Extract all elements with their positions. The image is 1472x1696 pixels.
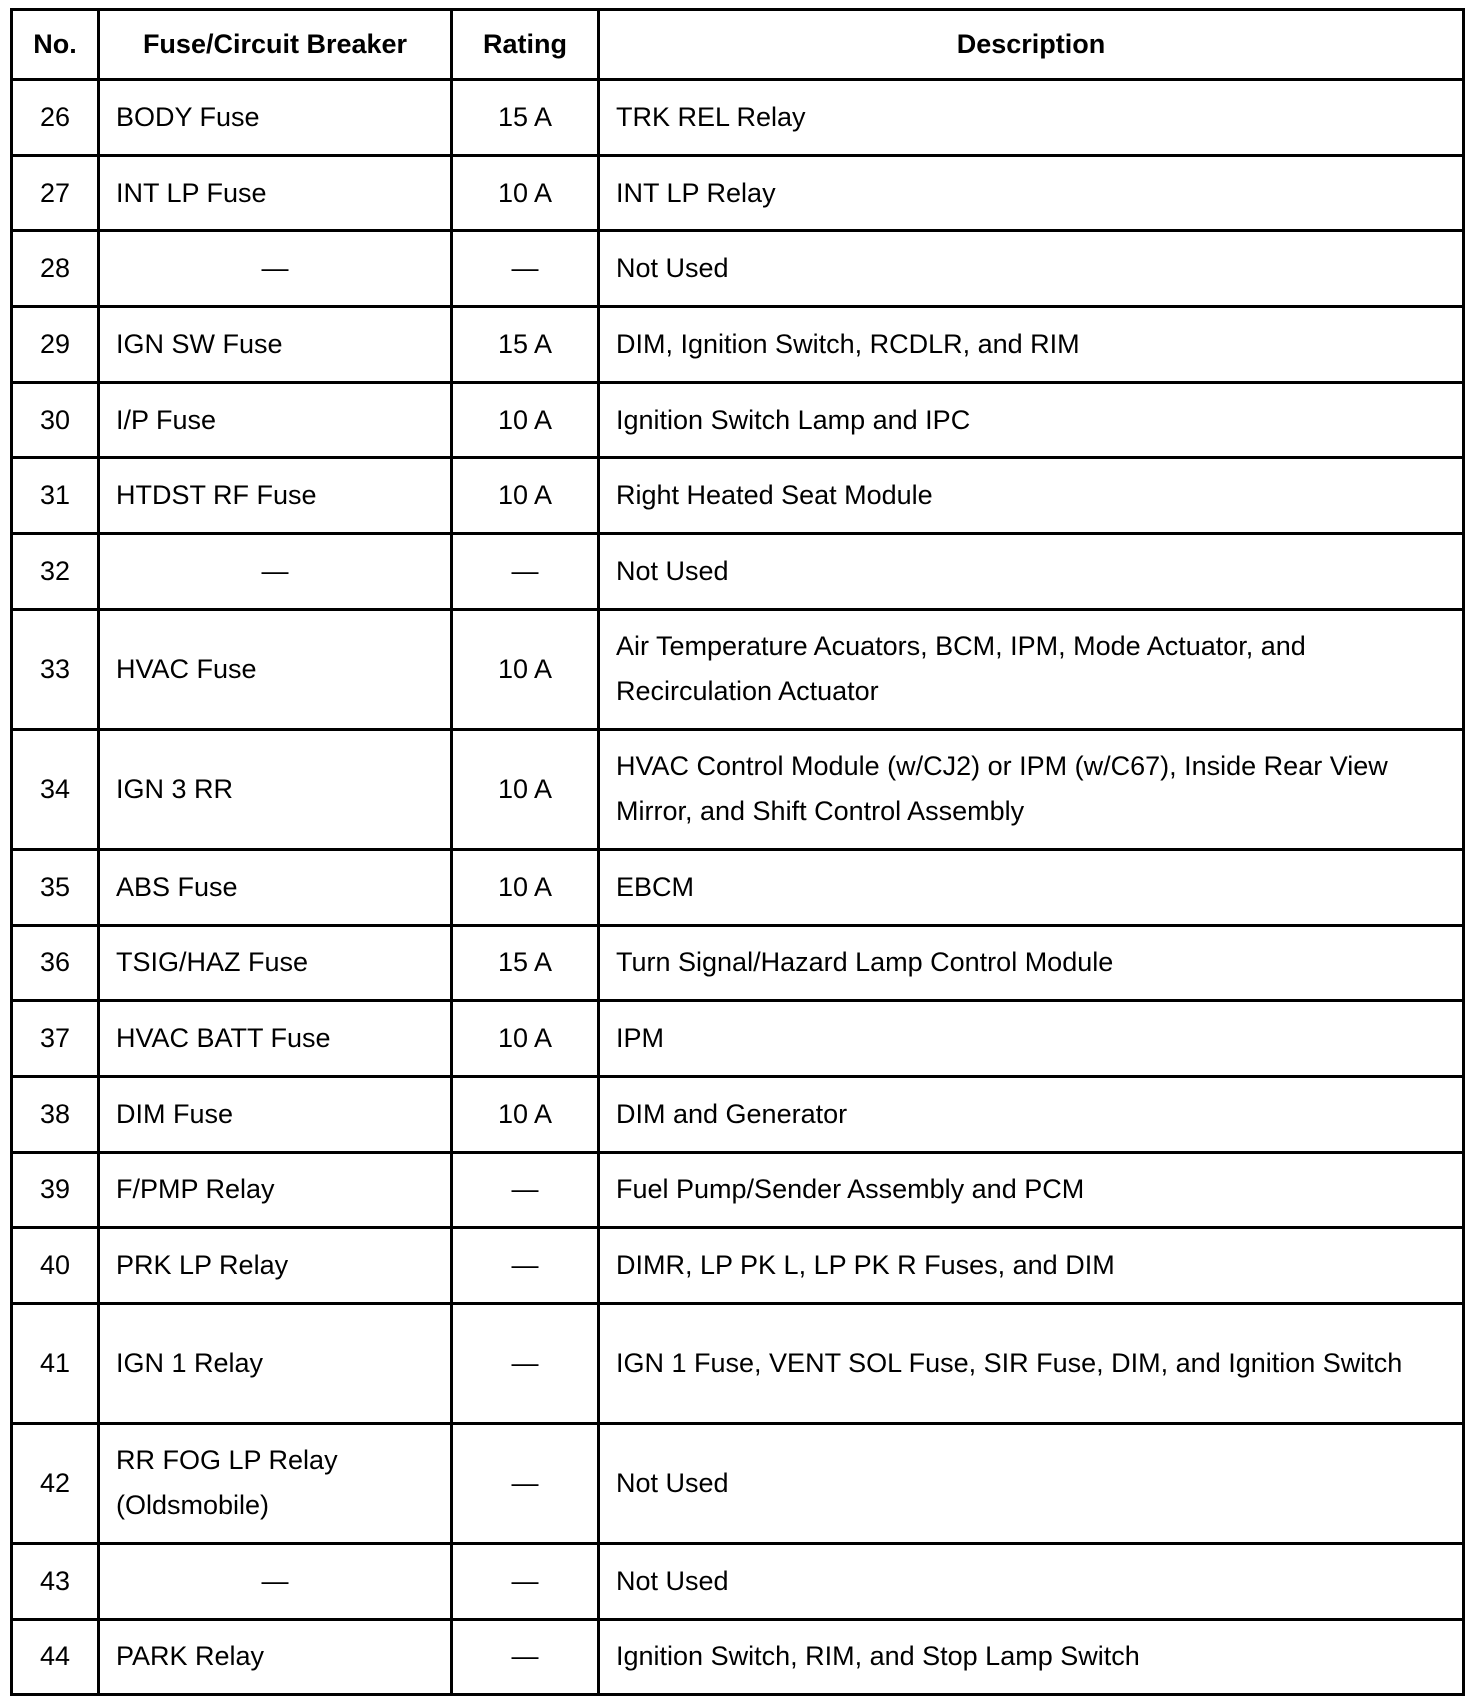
table-row: [12, 1543, 1464, 1619]
table-row: [12, 849, 1464, 925]
cell-rating: 10 A: [452, 849, 599, 925]
cell-no: 31: [12, 458, 99, 534]
cell-description: DIM, Ignition Switch, RCDLR, and RIM: [599, 307, 1464, 383]
cell-rating: 10 A: [452, 1001, 599, 1077]
cell-no: 43: [12, 1543, 99, 1619]
cell-fuse: —: [99, 1543, 452, 1619]
cell-rating: 10 A: [452, 382, 599, 458]
cell-description: HVAC Control Module (w/CJ2) or IPM (w/C67), Inside Rear View Mirror, and Shift Control Assembly: [599, 729, 1464, 849]
cell-description: Fuel Pump/Sender Assembly and PCM: [599, 1152, 1464, 1228]
cell-fuse: PRK LP Relay: [99, 1228, 452, 1304]
cell-description: Not Used: [599, 534, 1464, 610]
cell-no: 28: [12, 231, 99, 307]
cell-description: IGN 1 Fuse, VENT SOL Fuse, SIR Fuse, DIM, and Ignition Switch: [599, 1303, 1464, 1423]
header-no: No.: [12, 10, 99, 80]
cell-fuse: HTDST RF Fuse: [99, 458, 452, 534]
cell-rating: 10 A: [452, 729, 599, 849]
cell-no: 29: [12, 307, 99, 383]
cell-description: INT LP Relay: [599, 155, 1464, 231]
cell-rating: —: [452, 1303, 599, 1423]
cell-no: 38: [12, 1076, 99, 1152]
cell-rating: 10 A: [452, 609, 599, 729]
table-row: [12, 1423, 1464, 1543]
cell-no: 27: [12, 155, 99, 231]
cell-rating: —: [452, 231, 599, 307]
cell-no: 37: [12, 1001, 99, 1077]
cell-no: 35: [12, 849, 99, 925]
table-row: [12, 534, 1464, 610]
cell-description: Ignition Switch Lamp and IPC: [599, 382, 1464, 458]
cell-description: Not Used: [599, 231, 1464, 307]
table-row: [12, 155, 1464, 231]
cell-fuse: PARK Relay: [99, 1619, 452, 1695]
cell-description: Not Used: [599, 1543, 1464, 1619]
table-row: [12, 307, 1464, 383]
cell-no: 32: [12, 534, 99, 610]
cell-fuse: DIM Fuse: [99, 1076, 452, 1152]
cell-description: Turn Signal/Hazard Lamp Control Module: [599, 925, 1464, 1001]
table-row: [12, 1076, 1464, 1152]
table-row: [12, 609, 1464, 729]
cell-fuse: INT LP Fuse: [99, 155, 452, 231]
table-row: [12, 925, 1464, 1001]
cell-no: 33: [12, 609, 99, 729]
cell-fuse: —: [99, 534, 452, 610]
cell-no: 39: [12, 1152, 99, 1228]
table-row: [12, 1228, 1464, 1304]
cell-rating: 10 A: [452, 155, 599, 231]
cell-no: 26: [12, 80, 99, 156]
cell-fuse: HVAC BATT Fuse: [99, 1001, 452, 1077]
cell-fuse: ABS Fuse: [99, 849, 452, 925]
cell-description: Ignition Switch, RIM, and Stop Lamp Switch: [599, 1619, 1464, 1695]
cell-no: 30: [12, 382, 99, 458]
cell-description: EBCM: [599, 849, 1464, 925]
cell-rating: —: [452, 1423, 599, 1543]
cell-fuse: HVAC Fuse: [99, 609, 452, 729]
header-description: Description: [599, 10, 1464, 80]
cell-description: Not Used: [599, 1423, 1464, 1543]
cell-no: 40: [12, 1228, 99, 1304]
cell-fuse: —: [99, 231, 452, 307]
table-row: [12, 458, 1464, 534]
cell-rating: 15 A: [452, 307, 599, 383]
cell-no: 42: [12, 1423, 99, 1543]
cell-description: Air Temperature Acuators, BCM, IPM, Mode Actuator, and Recirculation Actuator: [599, 609, 1464, 729]
fuse-table: [10, 8, 1465, 1696]
cell-fuse: IGN 1 Relay: [99, 1303, 452, 1423]
table-row: [12, 231, 1464, 307]
table-row: [12, 729, 1464, 849]
cell-fuse: RR FOG LP Relay (Oldsmobile): [99, 1423, 452, 1543]
table-row: [12, 80, 1464, 156]
cell-rating: 15 A: [452, 925, 599, 1001]
table-row: [12, 1152, 1464, 1228]
cell-description: Right Heated Seat Module: [599, 458, 1464, 534]
header-rating: Rating: [452, 10, 599, 80]
cell-fuse: IGN 3 RR: [99, 729, 452, 849]
cell-rating: —: [452, 1228, 599, 1304]
cell-rating: —: [452, 1543, 599, 1619]
cell-description: TRK REL Relay: [599, 80, 1464, 156]
cell-rating: 10 A: [452, 458, 599, 534]
cell-description: DIMR, LP PK L, LP PK R Fuses, and DIM: [599, 1228, 1464, 1304]
cell-no: 36: [12, 925, 99, 1001]
header-row: [12, 10, 1464, 80]
table-row: [12, 1303, 1464, 1423]
table-row: [12, 1001, 1464, 1077]
cell-fuse: BODY Fuse: [99, 80, 452, 156]
header-fuse: Fuse/Circuit Breaker: [99, 10, 452, 80]
table-row: [12, 382, 1464, 458]
cell-fuse: IGN SW Fuse: [99, 307, 452, 383]
cell-fuse: TSIG/HAZ Fuse: [99, 925, 452, 1001]
cell-fuse: I/P Fuse: [99, 382, 452, 458]
cell-rating: 10 A: [452, 1076, 599, 1152]
cell-no: 44: [12, 1619, 99, 1695]
cell-rating: 15 A: [452, 80, 599, 156]
cell-no: 41: [12, 1303, 99, 1423]
cell-description: DIM and Generator: [599, 1076, 1464, 1152]
cell-rating: —: [452, 1152, 599, 1228]
cell-description: IPM: [599, 1001, 1464, 1077]
cell-no: 34: [12, 729, 99, 849]
cell-rating: —: [452, 534, 599, 610]
cell-fuse: F/PMP Relay: [99, 1152, 452, 1228]
cell-rating: —: [452, 1619, 599, 1695]
table-row: [12, 1619, 1464, 1695]
